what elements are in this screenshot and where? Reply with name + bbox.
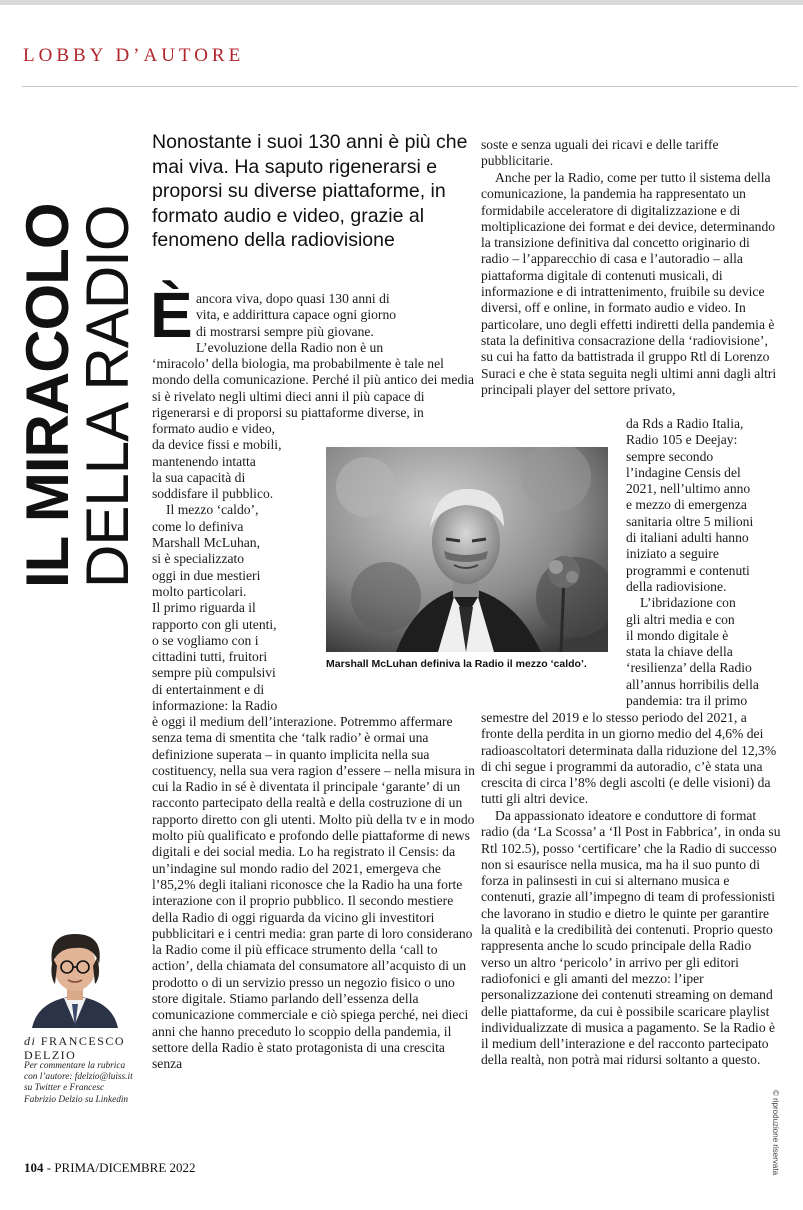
col1-narrow-line: formato audio e video, (152, 421, 276, 436)
col2-narrow-line: programmi e contenuti (626, 562, 750, 578)
col2-paragraph-3: semestre del 2019 e lo stesso periodo del 2021, a fronte della perdita in un giorno medio del 4,6% dei radioascoltatori determinata dalla riduzione del 12,3% di chi segue i programmi da autoradio, c’è stata una crescita di circa l’8% degli ascolti (e delle visioni) da tutti gli altri device. (481, 710, 777, 807)
col1-narrow-line: oggi in due mestieri (152, 567, 261, 583)
col1-narrow-line: o se vogliamo con i (152, 632, 259, 648)
col1-narrow-line: Marshall McLuhan, (152, 535, 260, 551)
vertical-title (14, 128, 141, 588)
col1-narrow-line: come lo definiva (152, 518, 244, 534)
col2-narrow-line: il mondo digitale è (626, 627, 729, 643)
standfirst: Nonostante i suoi 130 anni è più che mai viva. Ha saputo rigenerarsi e proporsi su diverse piattaforme, in formato audio e video, grazie al fenomeno della radiovisione (152, 131, 468, 251)
copyright-note: © riproduzione riservata (771, 1090, 780, 1176)
col2-narrow-line: e mezzo di emergenza (626, 497, 747, 513)
col1-narrow-line: di entertainment e di (152, 681, 265, 697)
drop-cap: È (150, 279, 193, 351)
publication-issue: - PRIMA/DICEMBRE 2022 (43, 1160, 196, 1175)
photo-caption: Marshall McLuhan definiva la Radio il mezzo ‘caldo’. (326, 658, 587, 670)
col1-narrow-line: rapporto con gli utenti, (152, 616, 277, 632)
title-line-1: IL MIRACOLO (14, 203, 81, 588)
top-edge (0, 0, 803, 5)
col1-narrow-line: soddisfare il pubblico. (152, 486, 274, 502)
author-avatar (24, 924, 126, 1028)
col2-narrow-line: 2021, nell’ultimo anno (626, 481, 751, 497)
author-byline (24, 1034, 134, 1062)
col2-narrow-line: l’indagine Censis del (626, 464, 741, 480)
col2-narrow-line: ‘resilienza’ della Radio (626, 660, 752, 676)
header-rule (22, 86, 798, 87)
col1-line: L’evoluzione della Radio non è un (196, 339, 384, 355)
col1-line: vita, e addirittura capace ogni giorno (196, 307, 397, 323)
col1-opening-lines (196, 291, 476, 356)
page-footer (24, 1160, 196, 1176)
col2-paragraph-1: soste e senza uguali dei ricavi e delle tariffe pubblicitarie. (481, 137, 719, 169)
col2-narrow-line: gli altri media e con (626, 611, 735, 627)
col2-narrow-line: Radio 105 e Deejay: (626, 432, 738, 448)
col1-line: di mostrarsi sempre più giovane. (196, 323, 374, 339)
col1-narrow-block (152, 421, 324, 714)
title-line-2: DELLA RADIO (74, 205, 141, 588)
col1-narrow-line: Il primo riguarda il (152, 600, 256, 616)
col2-narrow-line: stata la chiave della (626, 644, 733, 660)
col2-paragraph-4: Da appassionato ideatore e conduttore di format radio (da ‘La Scossa’ a ‘Il Post in Fabbrica’, in onda su Rtl 102.5), posso ‘certificare’ che la Radio di successo non si esaurisce nella musica, ma ha il suo punto di forza in palinsesti in cui si alternano musica e contenuti, grazie all’impegno di team di professionisti che lavorano in studio e dietro le quinte per garantire la qualità e la credibilità dei contenuti. Proprio questo rappresenta anche lo scudo principale della Radio verso un altro ‘pericolo’ in arrivo per gli editori radiofonici e gli amanti del mezzo: l’iper personalizzazione dei contenuti streaming on demand delle piattaforme, da cui è possibile scaricare playlist individualizzate di musica a pagamento. Se la Radio è il medium dell’interazione e del racconto partecipato della realtà, non potrà mai ridursi soltanto a questo. (481, 808, 781, 1068)
col1-paragraph-1: ‘miracolo’ della biologia, ma probabilmente è tale nel mondo della comunicazione. Perché il più antico dei media si è rivelato negli ultimi dieci anni il più capace di rigenerarsi e di proporsi su piattaforme diverse, in (152, 356, 474, 420)
col1-narrow-line: informazione: la Radio (152, 698, 278, 714)
col2-narrow-line: da Rds a Radio Italia, (626, 416, 744, 431)
col1-paragraph-2: è oggi il medium dell’interazione. Potremmo affermare senza tema di smentita che ‘talk radio’ è ormai una definizione superata – in quanto implicita nella sua costituency, nella sua vera ragion d’essere – nella misura in cui la Radio in sé è diventata il principale ‘garante’ di un racconto partecipato della realtà e della costruzione di un rapporto diretto con gli utenti. Molto più della tv e in modo molto più qualificato e profondo delle piattaforme di news digitali e dei social media. Lo ha registrato il Censis: da un’indagine sul mondo radio del 2021, emergeva che l’85,2% degli italiani riconosce che la Radio ha una forte interazione con il proprio pubblico. Il secondo mestiere della Radio di oggi riguarda da vicino gli investitori pubblicitari e i centri media: gran parte di loro considerano la Radio come il più efficace strumento della ‘call to action’, della chiamata del consumatore all’acquisto di un prodotto o di un servizio presso un negozio fisico o uno store digitale. Stiamo parlando dell’essenza della comunicazione commerciale e ciò spiega perché, nei dieci anni che hanno preceduto lo scoppio della pandemia, il settore della Radio è stato protagonista di una crescita senza (152, 714, 475, 1072)
col2-paragraph-2: Anche per la Radio, come per tutto il sistema della comunicazione, la pandemia ha rappresentato un formidabile acceleratore di digitalizzazione e di moltiplicazione dei format e dei device, determinando la transizione definitiva dal concetto originario di radio – l’apparecchio di casa e l’autoradio – alla piattaforma digitale di contenuti musicali, di informazione e di intrattenimento, fruibile su device diversi, off e online, in formato audio e video. In particolare, uno degli effetti indiretti della pandemia è stata la definitiva consacrazione della ‘radiovisione’, su cui ha fatto da battistrada il gruppo Rtl di Lorenzo Suraci e che è stata seguita negli ultimi anni dagli altri principali player del settore privato, (481, 170, 777, 397)
col1-narrow-line: la sua capacità di (152, 469, 246, 485)
col1-narrow-line: sempre più compulsivi (152, 665, 276, 681)
col2-narrow-line: sanitaria oltre 5 milioni (626, 513, 754, 529)
col2-narrow-line: pandemia: tra il primo (626, 693, 748, 709)
col1-narrow-line: cittadini tutti, fruitori (152, 649, 268, 665)
col2-narrow-line: della radiovisione. (626, 578, 727, 594)
col2-narrow-line: di italiani adulti hanno (626, 530, 749, 546)
col2-narrow-line: sempre secondo (626, 448, 714, 464)
section-label: LOBBY D’AUTORE (23, 45, 245, 66)
mcluhan-photo (326, 447, 608, 652)
col2-narrow-line: L’ibridazione con (640, 595, 736, 611)
author-contact-note: Per commentare la rubrica con l’autore: fdelzio@luiss.it su Twitter e Francesc Fabrizio Delzio su Linkedin (24, 1061, 133, 1105)
col1-narrow-line: da device fissi e mobili, (152, 437, 282, 453)
col2-narrow-line: iniziato a seguire (626, 546, 719, 562)
col1-narrow-line: mantenendo intatta (152, 453, 256, 469)
author-by-word: di (24, 1034, 37, 1048)
col1-narrow-line: molto particolari. (152, 583, 247, 599)
col2-narrow-line: all’annus horribilis della (626, 676, 759, 692)
col1-narrow-line: Il mezzo ‘caldo’, (166, 502, 259, 518)
col1-line: ancora viva, dopo quasi 130 anni di (196, 291, 390, 306)
author-name: FRANCESCO DELZIO (24, 1034, 126, 1062)
col1-narrow-line: si è specializzato (152, 551, 245, 567)
col2-narrow-block (626, 416, 786, 709)
page-number: 104 (24, 1160, 44, 1175)
